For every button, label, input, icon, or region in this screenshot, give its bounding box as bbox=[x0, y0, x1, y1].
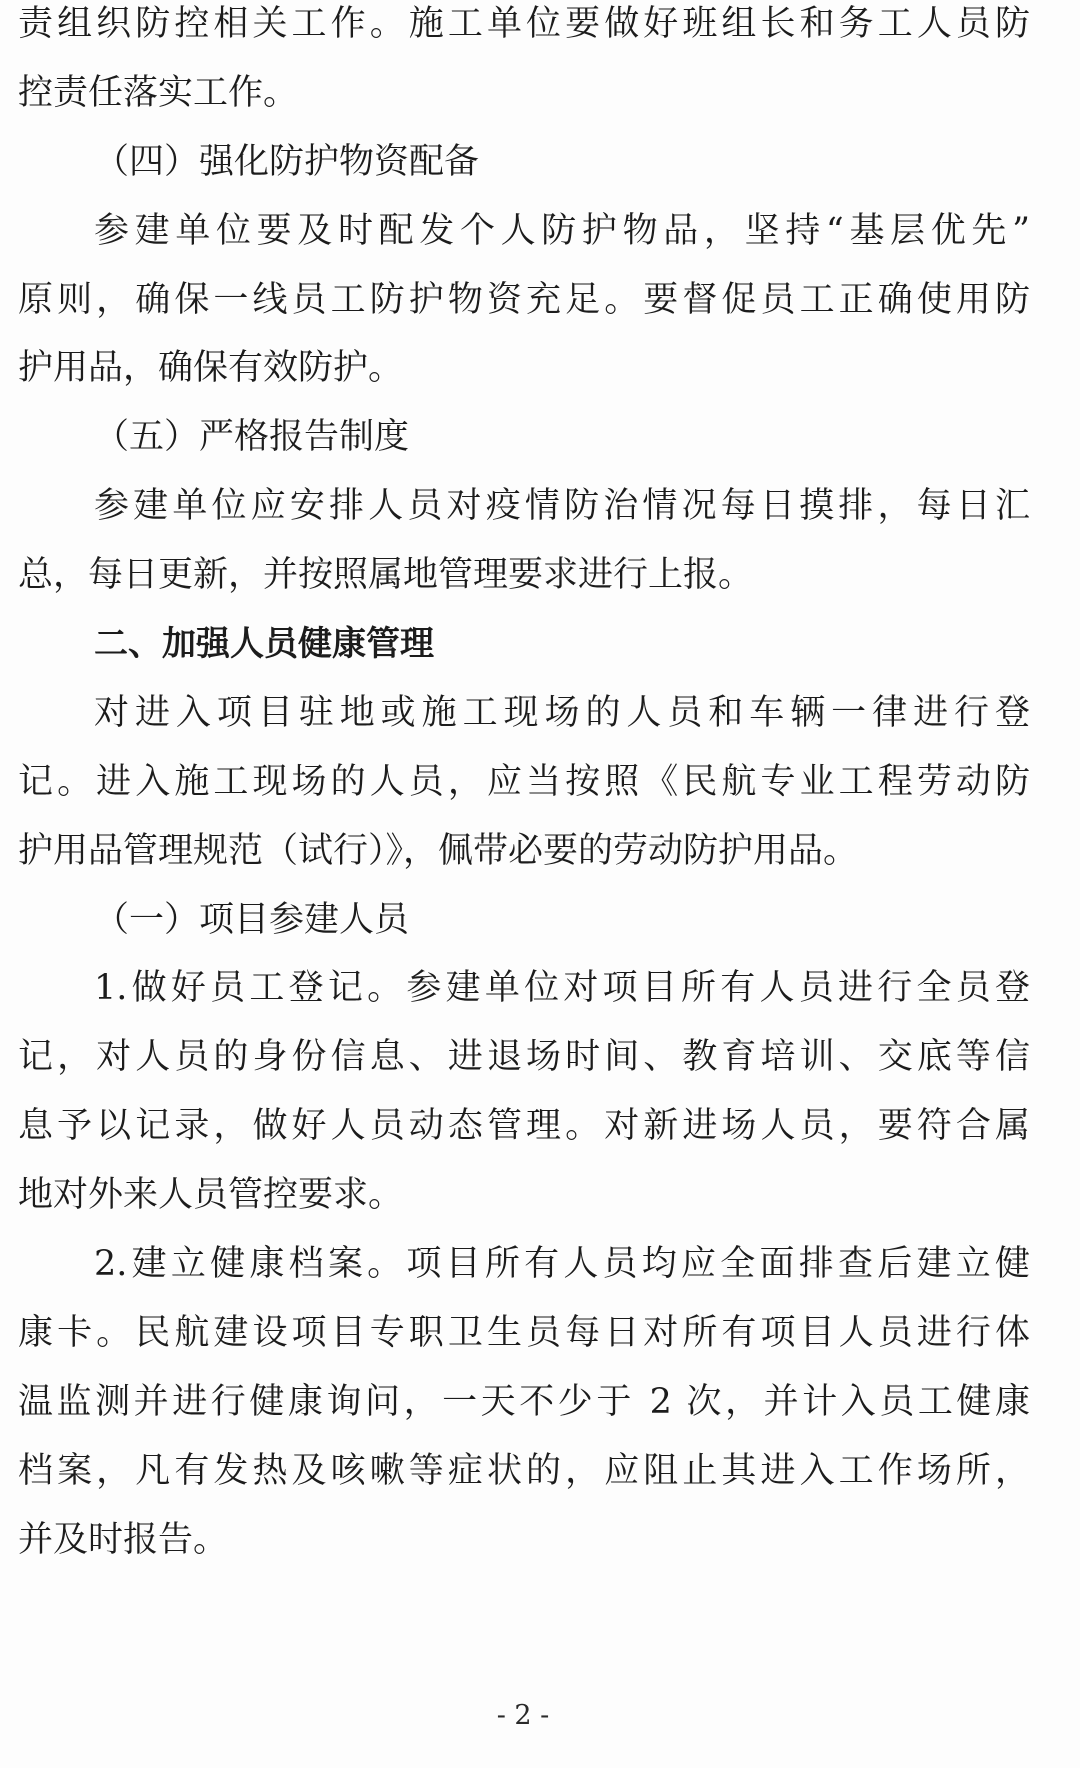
text-line: 温监测并进行健康询问，一天不少于 2 次，并计入员工健康 bbox=[18, 1381, 1030, 1422]
text-line: 对进入项目驻地或施工现场的人员和车辆一律进行登 bbox=[94, 692, 1030, 733]
item-one-staff-registration bbox=[18, 954, 1030, 1230]
text-line: 护用品，确保有效防护。 bbox=[18, 348, 404, 389]
page-number: - 2 - bbox=[496, 1700, 550, 1731]
paragraph-registration bbox=[18, 679, 1030, 886]
text-line: 记，对人员的身份信息、进退场时间、教育培训、交底等信 bbox=[18, 1037, 1030, 1078]
subheading-five: （五）严格报告制度 bbox=[94, 417, 410, 458]
subheading-one: （一）项目参建人员 bbox=[94, 899, 410, 940]
text-line: 并及时报告。 bbox=[18, 1519, 229, 1560]
document-body bbox=[18, 0, 1030, 1574]
section-two-title: 二、加强人员健康管理 bbox=[94, 624, 434, 665]
paragraph-continuation bbox=[18, 0, 1030, 128]
text-line: 2.建立健康档案。项目所有人员均应全面排查后建立健 bbox=[94, 1244, 1030, 1285]
text-line: 参建单位要及时配发个人防护物品，坚持“基层优先” bbox=[94, 210, 1030, 251]
text-line: 总，每日更新，并按照属地管理要求进行上报。 bbox=[18, 555, 754, 596]
text-line: 息予以记录，做好人员动态管理。对新进场人员，要符合属 bbox=[18, 1106, 1030, 1147]
text-line: 档案，凡有发热及咳嗽等症状的，应阻止其进入工作场所， bbox=[18, 1450, 1030, 1491]
text-line: 记。进入施工现场的人员，应当按照《民航专业工程劳动防 bbox=[18, 761, 1030, 802]
text-line: 参建单位应安排人员对疫情防治情况每日摸排，每日汇 bbox=[94, 486, 1030, 527]
paragraph-reporting bbox=[18, 472, 1030, 610]
subheading-four: （四）强化防护物资配备 bbox=[94, 141, 480, 182]
text-line: 地对外来人员管控要求。 bbox=[18, 1175, 404, 1216]
item-two-health-records bbox=[18, 1230, 1030, 1574]
text-line: 1.做好员工登记。参建单位对项目所有人员进行全员登 bbox=[94, 968, 1030, 1009]
text-line: 责组织防控相关工作。施工单位要做好班组长和务工人员防 bbox=[18, 4, 1030, 44]
text-line: 护用品管理规范（试行）》，佩带必要的劳动防护用品。 bbox=[18, 830, 859, 871]
text-line: 原则，确保一线员工防护物资充足。要督促员工正确使用防 bbox=[18, 279, 1030, 320]
text-line: 康卡。民航建设项目专职卫生员每日对所有项目人员进行体 bbox=[18, 1312, 1030, 1353]
text-line: 控责任落实工作。 bbox=[18, 72, 299, 113]
paragraph-protective-supplies bbox=[18, 197, 1030, 404]
